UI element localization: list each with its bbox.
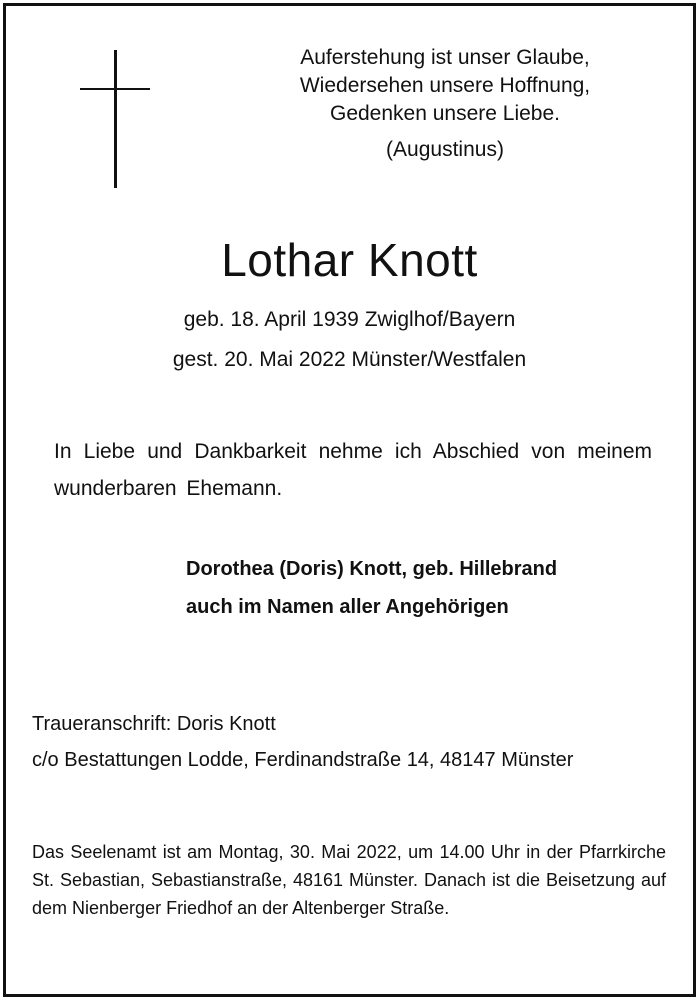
- motto-line: Gedenken unsere Liebe.: [329, 102, 560, 125]
- motto-author: (Augustinus): [386, 138, 504, 161]
- cross-vertical-bar: [114, 50, 117, 188]
- cross-icon: [80, 50, 150, 188]
- motto-quote: [240, 44, 650, 164]
- death-date: gest. 20. Mai 2022 Münster/Westfalen: [172, 348, 527, 371]
- deceased-name: Lothar Knott: [221, 234, 478, 286]
- farewell-text: In Liebe und Dankbarkeit nehme ich Abschied von meinem wunderbaren Ehemann.: [54, 440, 652, 500]
- signer-relatives: auch im Namen aller Angehörigen: [186, 596, 509, 618]
- address-street: c/o Bestattungen Lodde, Ferdinandstraße 14, 48147 Münster: [32, 749, 574, 771]
- life-dates: [0, 300, 699, 380]
- funeral-service-text: Das Seelenamt ist am Montag, 30. Mai 2022, um 14.00 Uhr in der Pfarrkirche St. Sebastian, Sebastianstraße, 48161 Münster. Danach ist die Beisetzung auf dem Nienberger Friedhof an der Altenberger Straße.: [32, 842, 666, 918]
- signers-block: [186, 550, 666, 626]
- signer-name: Dorothea (Doris) Knott, geb. Hillebrand: [186, 558, 558, 580]
- birth-date: geb. 18. April 1939 Zwiglhof/Bayern: [183, 308, 516, 331]
- mourning-address: [32, 706, 672, 778]
- motto-line: Wiedersehen unsere Hoffnung,: [299, 74, 591, 97]
- motto-line: Auferstehung ist unser Glaube,: [300, 46, 590, 69]
- cross-horizontal-bar: [80, 88, 150, 90]
- address-contact: Traueranschrift: Doris Knott: [32, 713, 276, 735]
